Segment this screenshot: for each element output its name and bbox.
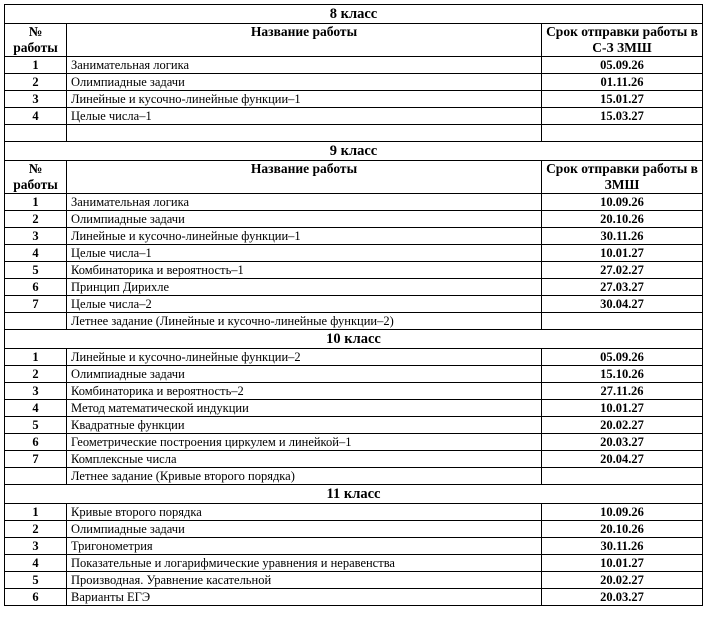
work-number: 1 (5, 57, 67, 74)
work-number: 1 (5, 504, 67, 521)
work-title: Занимательная логика (67, 194, 542, 211)
summer-task-row (5, 313, 703, 330)
work-title: Тригонометрия (67, 538, 542, 555)
table-row (5, 74, 703, 91)
table-row (5, 366, 703, 383)
summer-task-row (5, 468, 703, 485)
schedule-table (4, 4, 703, 606)
header-work-number: № работы (5, 161, 67, 194)
work-number: 6 (5, 279, 67, 296)
work-number: 5 (5, 572, 67, 589)
work-title: Производная. Уравнение касательной (67, 572, 542, 589)
work-number: 5 (5, 262, 67, 279)
grade-8-title-row (5, 5, 703, 24)
header-work-name: Название работы (67, 161, 542, 194)
table-row (5, 108, 703, 125)
work-deadline: 30.11.26 (542, 538, 703, 555)
work-title: Комбинаторика и вероятность–2 (67, 383, 542, 400)
grade-11-title: 11 класс (5, 485, 703, 504)
work-number: 3 (5, 383, 67, 400)
table-row (5, 589, 703, 606)
work-number: 6 (5, 434, 67, 451)
header-work-number: № работы (5, 24, 67, 57)
work-title: Комплексные числа (67, 451, 542, 468)
work-number: 6 (5, 589, 67, 606)
work-number: 2 (5, 211, 67, 228)
table-row (5, 572, 703, 589)
empty-cell (542, 468, 703, 485)
work-title: Олимпиадные задачи (67, 521, 542, 538)
table-row (5, 451, 703, 468)
work-number: 1 (5, 194, 67, 211)
grade-9-title-row (5, 142, 703, 161)
work-deadline: 10.01.27 (542, 400, 703, 417)
work-number: 2 (5, 74, 67, 91)
table-row (5, 91, 703, 108)
table-row (5, 296, 703, 313)
empty-cell (5, 313, 67, 330)
table-row (5, 434, 703, 451)
header-deadline: Срок отправки работы в С-З ЗМШ (542, 24, 703, 57)
work-title: Метод математической индукции (67, 400, 542, 417)
work-title: Целые числа–1 (67, 245, 542, 262)
work-title: Олимпиадные задачи (67, 74, 542, 91)
grade-9-header-row (5, 161, 703, 194)
work-title: Геометрические построения циркулем и линейкой–1 (67, 434, 542, 451)
work-deadline: 15.10.26 (542, 366, 703, 383)
work-number: 3 (5, 228, 67, 245)
work-deadline: 20.04.27 (542, 451, 703, 468)
header-work-name: Название работы (67, 24, 542, 57)
work-deadline: 05.09.26 (542, 349, 703, 366)
grade-8-header-row (5, 24, 703, 57)
work-deadline: 30.04.27 (542, 296, 703, 313)
work-title: Показательные и логарифмические уравнения и неравенства (67, 555, 542, 572)
table-row (5, 211, 703, 228)
table-row (5, 349, 703, 366)
work-title: Принцип Дирихле (67, 279, 542, 296)
empty-cell (5, 468, 67, 485)
work-deadline: 05.09.26 (542, 57, 703, 74)
work-deadline: 20.03.27 (542, 434, 703, 451)
work-title: Квадратные функции (67, 417, 542, 434)
table-row (5, 417, 703, 434)
work-deadline: 15.03.27 (542, 108, 703, 125)
work-number: 2 (5, 521, 67, 538)
work-deadline: 20.10.26 (542, 521, 703, 538)
work-deadline: 01.11.26 (542, 74, 703, 91)
grade-10-title: 10 класс (5, 330, 703, 349)
table-row (5, 262, 703, 279)
work-title: Занимательная логика (67, 57, 542, 74)
work-title: Целые числа–2 (67, 296, 542, 313)
work-title: Линейные и кусочно-линейные функции–1 (67, 91, 542, 108)
table-row (5, 383, 703, 400)
grade-11-title-row (5, 485, 703, 504)
empty-cell (67, 125, 542, 142)
work-number: 3 (5, 538, 67, 555)
work-deadline: 20.03.27 (542, 589, 703, 606)
summer-task-title: Летнее задание (Кривые второго порядка) (67, 468, 542, 485)
work-deadline: 10.01.27 (542, 245, 703, 262)
table-row (5, 245, 703, 262)
work-number: 7 (5, 451, 67, 468)
table-row (5, 400, 703, 417)
work-title: Линейные и кусочно-линейные функции–1 (67, 228, 542, 245)
work-title: Варианты ЕГЭ (67, 589, 542, 606)
grade-10-title-row (5, 330, 703, 349)
empty-row (5, 125, 703, 142)
work-deadline: 10.01.27 (542, 555, 703, 572)
work-number: 4 (5, 400, 67, 417)
work-number: 5 (5, 417, 67, 434)
work-title: Линейные и кусочно-линейные функции–2 (67, 349, 542, 366)
empty-cell (542, 313, 703, 330)
work-number: 4 (5, 108, 67, 125)
work-deadline: 10.09.26 (542, 194, 703, 211)
work-number: 4 (5, 555, 67, 572)
table-row (5, 228, 703, 245)
work-deadline: 27.11.26 (542, 383, 703, 400)
grade-9-title: 9 класс (5, 142, 703, 161)
work-title: Комбинаторика и вероятность–1 (67, 262, 542, 279)
header-deadline: Срок отправки работы в ЗМШ (542, 161, 703, 194)
table-row (5, 521, 703, 538)
work-deadline: 15.01.27 (542, 91, 703, 108)
empty-cell (5, 125, 67, 142)
work-deadline: 30.11.26 (542, 228, 703, 245)
work-number: 3 (5, 91, 67, 108)
work-deadline: 20.10.26 (542, 211, 703, 228)
table-row (5, 279, 703, 296)
work-number: 2 (5, 366, 67, 383)
work-deadline: 20.02.27 (542, 572, 703, 589)
work-title: Олимпиадные задачи (67, 211, 542, 228)
work-title: Целые числа–1 (67, 108, 542, 125)
schedule-body (5, 5, 703, 606)
work-deadline: 27.02.27 (542, 262, 703, 279)
table-row (5, 504, 703, 521)
table-row (5, 555, 703, 572)
table-row (5, 538, 703, 555)
work-title: Олимпиадные задачи (67, 366, 542, 383)
work-deadline: 27.03.27 (542, 279, 703, 296)
work-deadline: 10.09.26 (542, 504, 703, 521)
empty-cell (542, 125, 703, 142)
grade-8-title: 8 класс (5, 5, 703, 24)
work-number: 7 (5, 296, 67, 313)
table-row (5, 194, 703, 211)
summer-task-title: Летнее задание (Линейные и кусочно-линейные функции–2) (67, 313, 542, 330)
work-deadline: 20.02.27 (542, 417, 703, 434)
work-title: Кривые второго порядка (67, 504, 542, 521)
table-row (5, 57, 703, 74)
work-number: 4 (5, 245, 67, 262)
work-number: 1 (5, 349, 67, 366)
